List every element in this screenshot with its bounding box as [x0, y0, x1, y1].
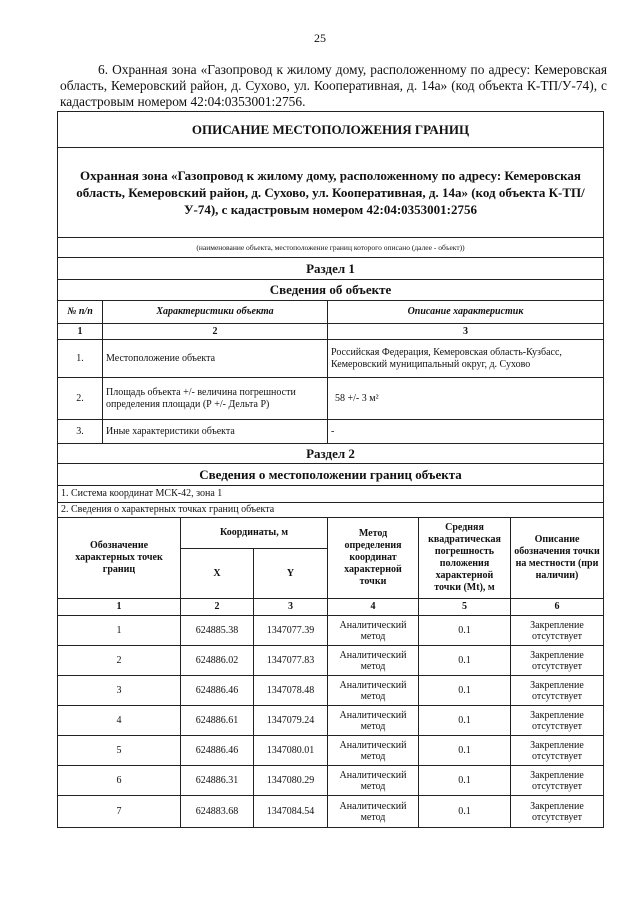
header-number-cell: 1 [58, 599, 181, 616]
boundary-description-table [57, 111, 604, 828]
object-caption: (наименование объекта, местоположение границ которого описано (далее - объект)) [58, 238, 604, 258]
row-characteristic: Местоположение объекта [103, 340, 328, 378]
point-marker: Закрепление отсутствует [511, 676, 604, 706]
point-y: 1347080.01 [254, 736, 328, 766]
point-x: 624885.38 [181, 616, 254, 646]
row-description: - [328, 420, 604, 444]
row-description: 58 +/- 3 м² [328, 378, 604, 420]
point-number: 3 [58, 676, 181, 706]
point-marker: Закрепление отсутствует [511, 706, 604, 736]
section1-title: Раздел 1 [58, 258, 604, 280]
point-number: 4 [58, 706, 181, 736]
point-y: 1347079.24 [254, 706, 328, 736]
header-coordinates: Координаты, м [181, 518, 328, 549]
row-characteristic: Иные характеристики объекта [103, 420, 328, 444]
header-number-cell: 4 [328, 599, 419, 616]
header-y: Y [254, 549, 328, 599]
point-x: 624883.68 [181, 796, 254, 828]
header-accuracy: Средняя квадратическая погрешность положения характерной точки (Mt), м [419, 518, 511, 599]
header-number-cell: 2 [103, 324, 328, 340]
point-y: 1347077.39 [254, 616, 328, 646]
point-y: 1347080.29 [254, 766, 328, 796]
point-x: 624886.02 [181, 646, 254, 676]
point-method: Аналитический метод [328, 616, 419, 646]
table-row [58, 736, 604, 766]
point-x: 624886.46 [181, 736, 254, 766]
header-marker: Описание обозначения точки на местности (при наличии) [511, 518, 604, 599]
header-method: Метод определения координат характерной точки [328, 518, 419, 599]
point-number: 2 [58, 646, 181, 676]
row-description: Российская Федерация, Кемеровская область-Кузбасс, Кемеровский муниципальный округ, д. Сухово [328, 340, 604, 378]
section2-title: Раздел 2 [58, 444, 604, 464]
row-num: 3. [58, 420, 103, 444]
table-row [58, 706, 604, 736]
header-number-cell: 5 [419, 599, 511, 616]
row-num: 2. [58, 378, 103, 420]
point-accuracy: 0.1 [419, 736, 511, 766]
point-accuracy: 0.1 [419, 766, 511, 796]
header-num: № п/п [58, 301, 103, 324]
header-number-cell: 1 [58, 324, 103, 340]
header-number-cell: 3 [328, 324, 604, 340]
point-method: Аналитический метод [328, 796, 419, 828]
point-marker: Закрепление отсутствует [511, 736, 604, 766]
table-row [58, 616, 604, 646]
intro-paragraph: 6. Охранная зона «Газопровод к жилому дому, расположенному по адресу: Кемеровская область, Кемеровский район, д. Сухово, ул. Кооперативная, д. 14а» (код объекта К-ТП/У-74), с кадастровым номером 42:04:0353001:2756. [60, 62, 607, 109]
header-number-cell: 2 [181, 599, 254, 616]
page-number: 25 [314, 31, 326, 45]
header-characteristics: Характеристики объекта [103, 301, 328, 324]
point-method: Аналитический метод [328, 706, 419, 736]
point-y: 1347078.48 [254, 676, 328, 706]
table-row [58, 646, 604, 676]
object-name: Охранная зона «Газопровод к жилому дому, расположенному по адресу: Кемеровская область, Кемеровский район, д. Сухово, ул. Кооперативная, д. 14а» (код объекта К-ТП/У-74), с кадастровым номером 42:04:0353001:2756 [58, 148, 604, 238]
point-accuracy: 0.1 [419, 616, 511, 646]
header-number-cell: 3 [254, 599, 328, 616]
point-method: Аналитический метод [328, 676, 419, 706]
points-caption: 2. Сведения о характерных точках границ объекта [58, 503, 604, 518]
point-marker: Закрепление отсутствует [511, 766, 604, 796]
header-designation: Обозначение характерных точек границ [58, 518, 181, 599]
row-characteristic: Площадь объекта +/- величина погрешности определения площади (Р +/- Дельта Р) [103, 378, 328, 420]
table-row [58, 340, 604, 378]
row-num: 1. [58, 340, 103, 378]
point-accuracy: 0.1 [419, 796, 511, 828]
point-number: 1 [58, 616, 181, 646]
section1-subtitle: Сведения об объекте [58, 280, 604, 301]
table-row [58, 676, 604, 706]
point-marker: Закрепление отсутствует [511, 616, 604, 646]
table-row [58, 796, 604, 828]
point-x: 624886.31 [181, 766, 254, 796]
coord-system: 1. Система координат МСК-42, зона 1 [58, 486, 604, 503]
header-description: Описание характеристик [328, 301, 604, 324]
doc-title: ОПИСАНИЕ МЕСТОПОЛОЖЕНИЯ ГРАНИЦ [58, 112, 604, 148]
table-row [58, 766, 604, 796]
point-x: 624886.46 [181, 676, 254, 706]
section2-subtitle: Сведения о местоположении границ объекта [58, 464, 604, 486]
point-y: 1347077.83 [254, 646, 328, 676]
table-row [58, 420, 604, 444]
table-row [58, 378, 604, 420]
point-method: Аналитический метод [328, 646, 419, 676]
point-number: 5 [58, 736, 181, 766]
header-x: X [181, 549, 254, 599]
point-number: 7 [58, 796, 181, 828]
point-y: 1347084.54 [254, 796, 328, 828]
point-accuracy: 0.1 [419, 646, 511, 676]
point-accuracy: 0.1 [419, 676, 511, 706]
point-method: Аналитический метод [328, 766, 419, 796]
point-number: 6 [58, 766, 181, 796]
point-method: Аналитический метод [328, 736, 419, 766]
point-accuracy: 0.1 [419, 706, 511, 736]
point-marker: Закрепление отсутствует [511, 796, 604, 828]
header-number-cell: 6 [511, 599, 604, 616]
point-marker: Закрепление отсутствует [511, 646, 604, 676]
point-x: 624886.61 [181, 706, 254, 736]
